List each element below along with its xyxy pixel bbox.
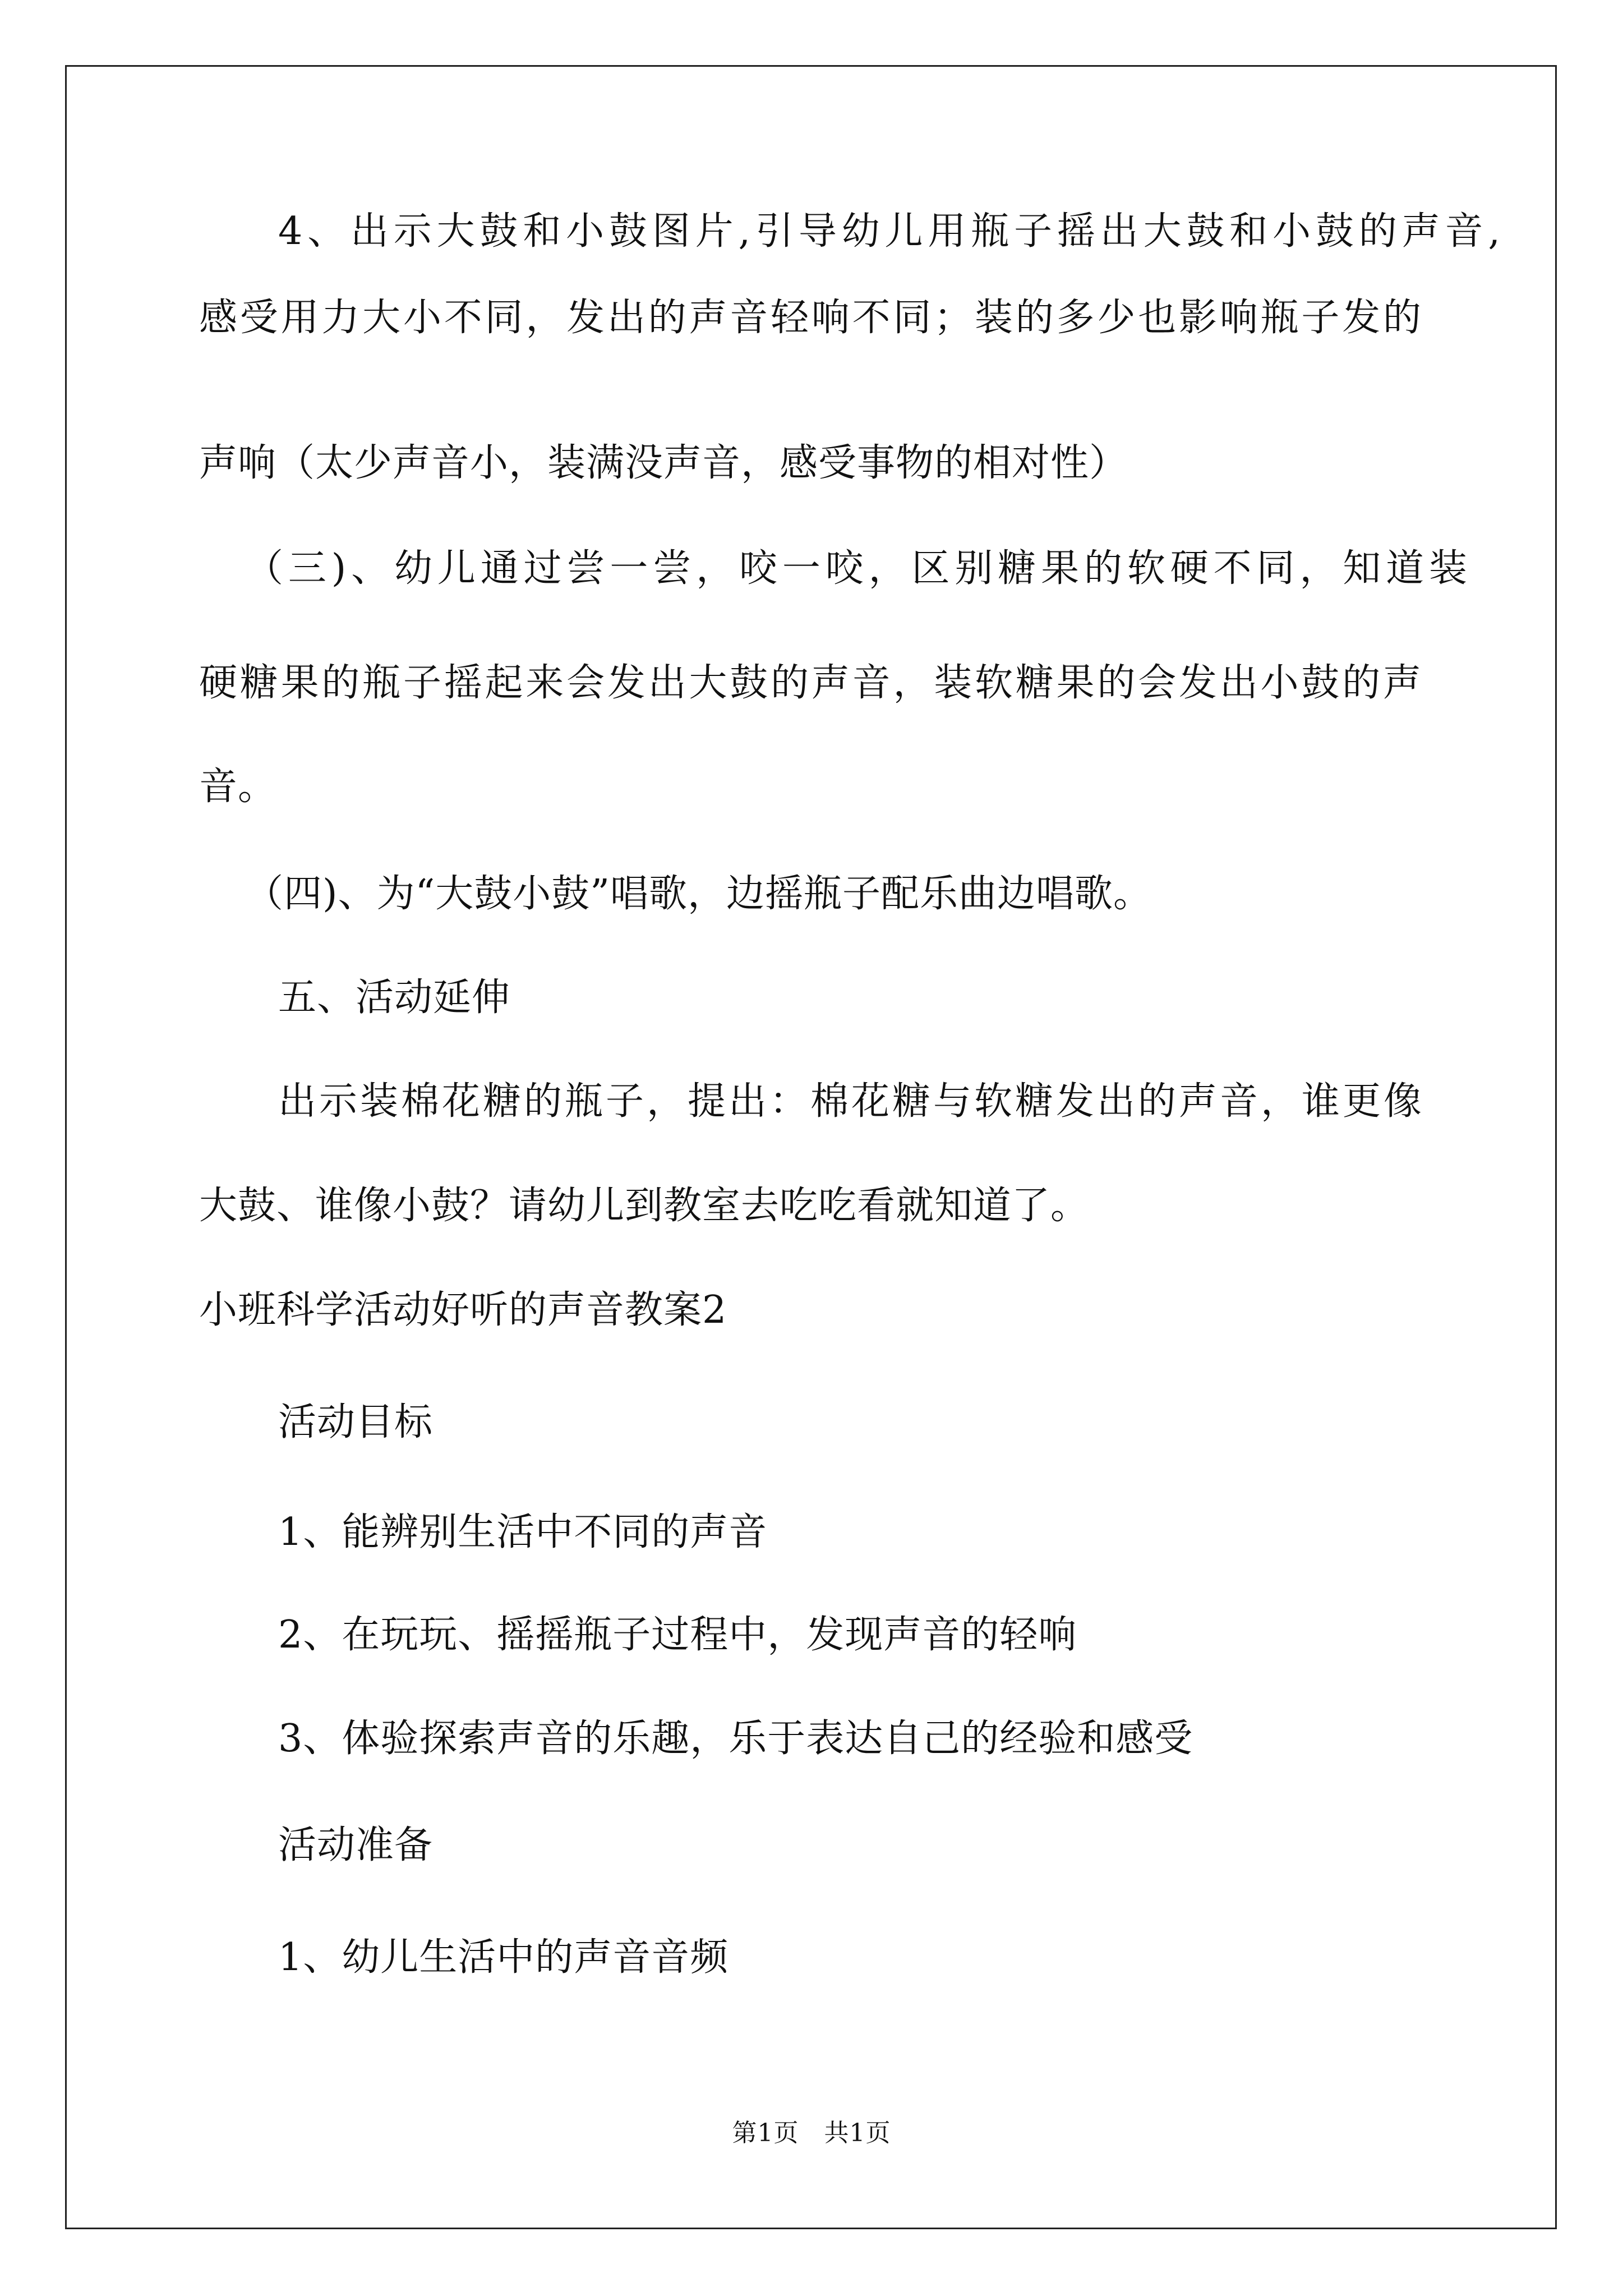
page-footer: 第1页 共1页 — [732, 2119, 891, 2147]
paragraph-line: （三)、幼儿通过尝一尝，咬一咬，区别糖果的软硬不同，知道装 — [245, 546, 1468, 591]
paragraph-line: 大鼓、谁像小鼓？请幼儿到教室去吃吃看就知道了。 — [199, 1184, 1090, 1228]
paragraph-line: 声响（太少声音小，装满没声音，感受事物的相对性） — [199, 441, 1128, 485]
paragraph-line: 出示装棉花糖的瓶子，提出：棉花糖与软糖发出的声音，谁更像 — [278, 1079, 1422, 1124]
document-title: 小班科学活动好听的声音教案2 — [199, 1288, 727, 1332]
section-heading: 活动目标 — [278, 1400, 434, 1444]
paragraph-line: 感受用力大小不同，发出的声音轻响不同；装的多少也影响瓶子发的 — [199, 296, 1422, 340]
page-border — [65, 65, 1557, 2229]
section-heading: 五、活动延伸 — [278, 976, 511, 1020]
paragraph-line: （四)、为“大鼓小鼓”唱歌，边摇瓶子配乐曲边唱歌。 — [245, 872, 1152, 916]
paragraph-line: 音。 — [199, 765, 277, 809]
list-item: 2、在玩玩、摇摇瓶子过程中，发现声音的轻响 — [278, 1613, 1077, 1657]
list-item: 1、能辨别生活中不同的声音 — [278, 1510, 768, 1554]
section-heading: 活动准备 — [278, 1823, 434, 1867]
list-item: 3、体验探索声音的乐趣，乐于表达自己的经验和感受 — [278, 1717, 1193, 1761]
paragraph-line: 硬糖果的瓶子摇起来会发出大鼓的声音，装软糖果的会发出小鼓的声 — [199, 661, 1422, 705]
list-item: 1、幼儿生活中的声音音频 — [278, 1935, 729, 1980]
paragraph-line: 4、出示大鼓和小鼓图片,引导幼儿用瓶子摇出大鼓和小鼓的声音, — [278, 209, 1501, 254]
